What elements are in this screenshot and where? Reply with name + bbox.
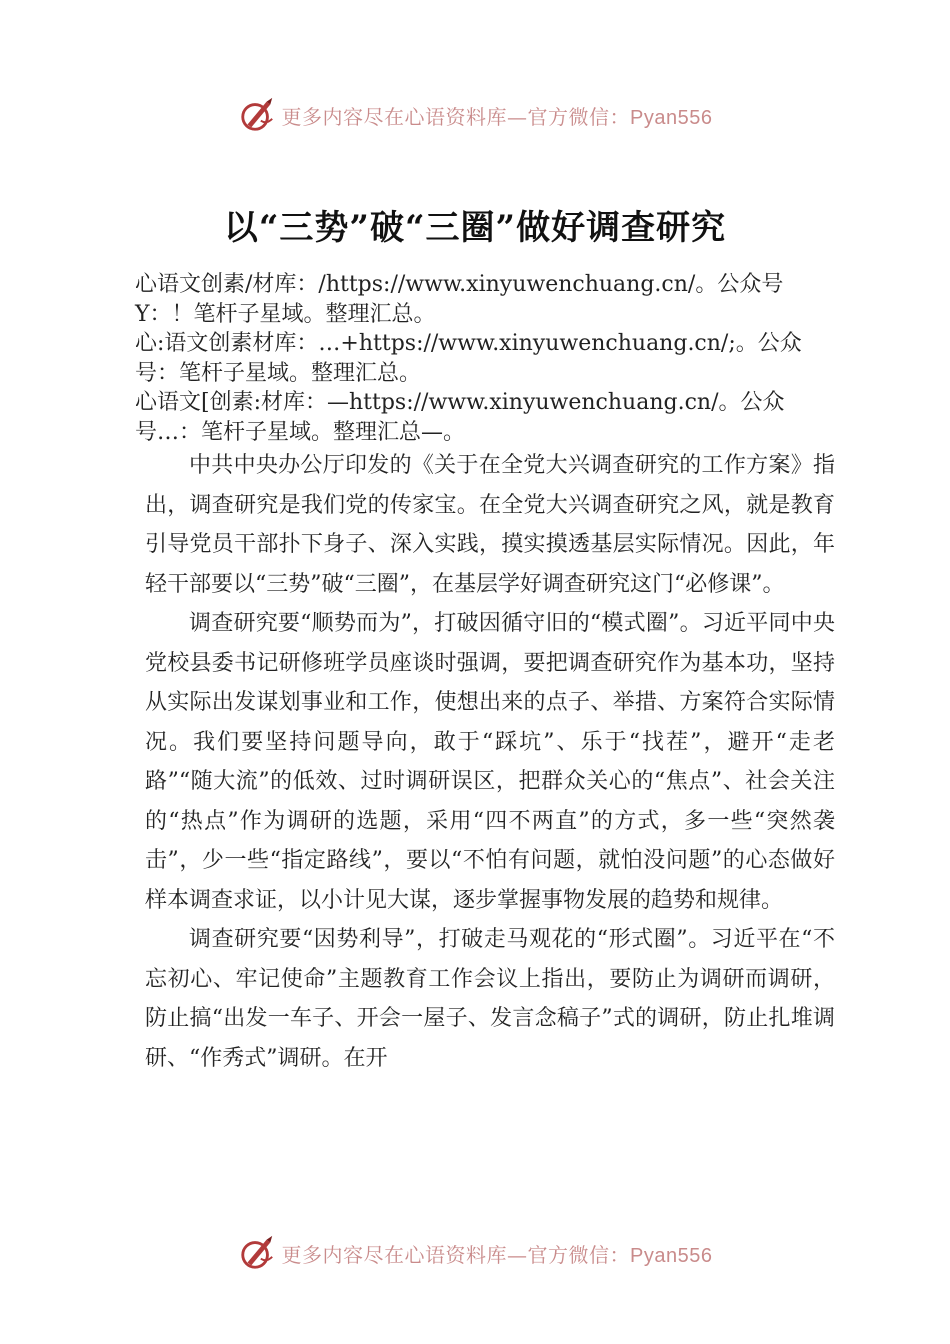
body-paragraph: 中共中央办公厅印发的《关于在全党大兴调查研究的工作方案》指出，调查研究是我们党的传家宝。在全党大兴调查研究之风，就是教育引导党员干部扑下身子、深入实践，摸实摸透基层实际情况。因此，年轻干部要以“三势”破“三圈”，在基层学好调查研究这门“必修课”。 — [145, 453, 835, 597]
source-notes — [135, 270, 835, 447]
source-line: 心语文[创素:材库：—https://www.xinyuwenchuang.cn/。公众号…：笔杆子星域。整理汇总—。 — [135, 390, 785, 445]
source-line: 心语文创素/材库：/https://www.xinyuwenchuang.cn/。公众号Y：！笔杆子星域。整理汇总。 — [135, 272, 784, 327]
header-wechat-id: Pyan556 — [630, 106, 713, 129]
header-banner-text: 更多内容尽在心语资料库—官方微信：Pyan556 — [281, 104, 713, 129]
document-body — [145, 446, 835, 1078]
footer-banner-text: 更多内容尽在心语资料库—官方微信：Pyan556 — [281, 1242, 713, 1267]
body-paragraph: 调查研究要“因势利导”，打破走马观花的“形式圈”。习近平在“不忘初心、牢记使命”主题教育工作会议上指出，要防止为调研而调研，防止搞“出发一车子、开会一屋子、发言念稿子”式的调研，防止扎堆调研、“作秀式”调研。在开 — [145, 927, 835, 1071]
pen-logo-icon — [238, 96, 276, 134]
header-banner — [0, 95, 950, 135]
body-paragraph: 调查研究要“顺势而为”，打破因循守旧的“模式圈”。习近平同中央党校县委书记研修班学员座谈时强调，要把调查研究作为基本功，坚持从实际出发谋划事业和工作，使想出来的点子、举措、方案符合实际情况。我们要坚持问题导向，敢于“踩坑”、乐于“找茬”，避开“走老路”“随大流”的低效、过时调研误区，把群众关心的“焦点”、社会关注的“热点”作为调研的选题，采用“四不两直”的方式，多一些“突然袭击”，少一些“指定路线”，要以“不怕有问题，就怕没问题”的心态做好样本调查求证，以小计见大谋，逐步掌握事物发展的趋势和规律。 — [145, 611, 835, 913]
footer-banner — [0, 1233, 950, 1273]
pen-logo-icon — [238, 1234, 276, 1272]
footer-wechat-id: Pyan556 — [630, 1244, 713, 1267]
source-line: 心:语文创素材库：…+https://www.xinyuwenchuang.cn/;。公众号：笔杆子星域。整理汇总。 — [135, 331, 802, 386]
document-title: 以“三势”破“三圈”做好调查研究 — [223, 208, 727, 248]
